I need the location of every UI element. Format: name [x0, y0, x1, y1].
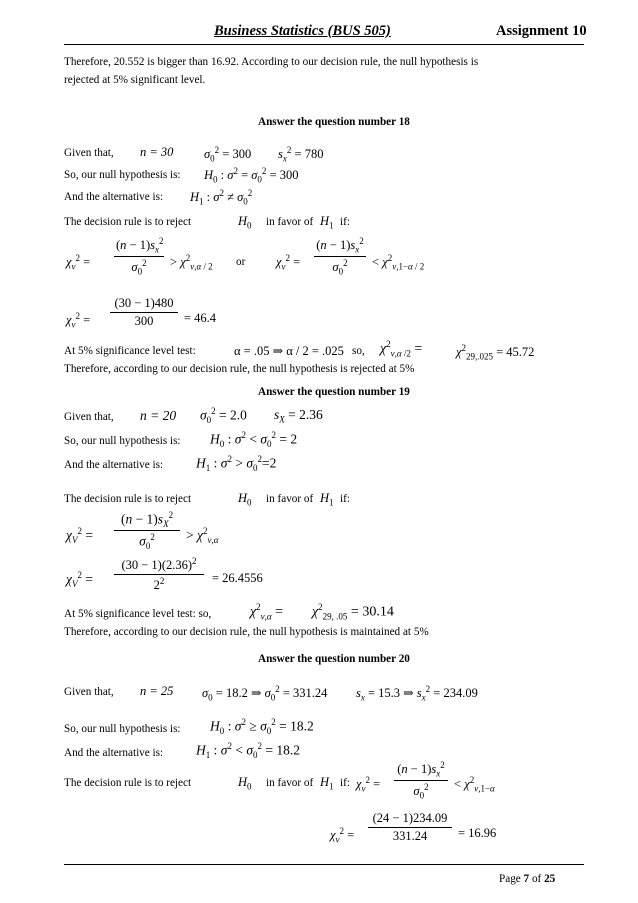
- q19-given-sigma: $\sigma_0^2 = 2.0$: [200, 406, 247, 426]
- course-title: Business Statistics (BUS 505): [214, 23, 391, 39]
- q18-null-label: So, our null hypothesis is:: [64, 169, 181, 181]
- q19-calc-fraction: $(30 - 1)(2.36)^2$ $2^2$: [114, 556, 204, 593]
- q20-null-label: So, our null hypothesis is:: [64, 723, 181, 735]
- q19-given-label: Given that,: [64, 411, 114, 423]
- q20-calc-denominator: 331.24: [392, 829, 428, 843]
- q20-alt-hypothesis: $H_1$ : $\sigma^2 < \sigma_0^2 = 18.2$: [196, 741, 300, 761]
- q20-h1-symbol: $H_1$: [320, 775, 334, 792]
- q18-heading: Answer the question number 18: [258, 116, 410, 128]
- q20-given-sigma: $\sigma_0 = 18.2$ ⇒ $\sigma_0^2 = 331.24$: [202, 684, 328, 703]
- q19-calc-result: = 26.4556: [212, 571, 263, 585]
- q20-h0-symbol: $H_0$: [238, 775, 252, 792]
- q19-rule-label: The decision rule is to reject: [64, 493, 192, 505]
- q18-alt-hypothesis: $H_1$ : $\sigma^2 \ne \sigma_0^2$: [190, 188, 253, 207]
- q19-rule-fraction: $(n - 1)s_X^2$ $\sigma_0^2$: [114, 510, 180, 551]
- q20-calc-numerator: (24 − 1)234.09: [372, 811, 448, 825]
- assignment-label: Assignment 10: [496, 23, 587, 39]
- q19-conclusion: Therefore, according to our decision rule, the null hypothesis is maintained at 5%: [64, 626, 429, 638]
- q18-alt-label: And the alternative is:: [64, 191, 164, 203]
- q20-given-label: Given that,: [64, 686, 114, 698]
- q20-alt-label: And the alternative is:: [64, 747, 164, 759]
- q19-given-n: n = 20: [140, 408, 177, 423]
- q18-sig-label: At 5% significance level test:: [64, 345, 196, 357]
- q18-calc-chi: $\chi_v^2$ =: [66, 311, 91, 330]
- q19-calc-denominator: 2: [153, 578, 160, 593]
- q18-rule-fraction-right: $(n - 1)s_x^2$ $\sigma_0^2$: [314, 236, 366, 276]
- q20-chi-sq-crit: < $\chi^2_{v,1-\alpha}$: [454, 775, 495, 794]
- q20-calc-result: = 16.96: [458, 826, 497, 840]
- q19-null-hypothesis: $H_0$ : $\sigma^2 < \sigma_0^2 = 2$: [210, 430, 298, 450]
- q19-given-s: $s_X = 2.36$: [274, 407, 323, 425]
- q18-rule-fraction-left: $(n - 1)s_x^2$ $\sigma_0^2$: [116, 236, 164, 277]
- q20-rule-label: The decision rule is to reject: [64, 777, 192, 789]
- q19-rule-if: if:: [340, 493, 350, 505]
- q20-rule-mid: in favor of: [266, 777, 314, 789]
- q19-alt-label: And the alternative is:: [64, 459, 164, 471]
- q18-h1-symbol: $H_1$: [320, 214, 334, 231]
- q19-sig-crit: $\chi^2_{29, .05} = 30.14$: [312, 602, 394, 622]
- q18-calc-fraction: [110, 296, 178, 329]
- q18-sig-expr: α = .05 ⇒ α / 2 = .025: [234, 344, 344, 358]
- q20-rule-fraction: $(n - 1)s_x^2$ $\sigma_0^2$: [394, 760, 448, 800]
- q18-sig-chi-alpha: $\chi^2_{v,\alpha /2}$ =: [380, 339, 423, 359]
- q20-given-n: n = 25: [140, 684, 174, 698]
- q19-chi-sq: $\chi_V^2$ =: [66, 526, 93, 546]
- q19-sig-chi-alpha: $\chi^2_{v,\alpha}$ =: [250, 602, 284, 622]
- q18-null-hypothesis: $H_0$ : $\sigma^2 = \sigma_0^2 = 300$: [204, 166, 299, 185]
- q18-calc-result: = 46.4: [184, 311, 217, 325]
- q18-given-label: Given that,: [64, 147, 114, 159]
- q18-given-n: n = 30: [140, 145, 174, 159]
- q20-given-s: $s_x = 15.3$ ⇒ $s_x^2 = 234.09$: [356, 684, 478, 703]
- q18-chi-sq-crit-right: < $\chi^2_{v,1-\alpha / 2}$: [372, 253, 425, 272]
- q18-rule-if: if:: [340, 216, 350, 228]
- q18-sig-so: so,: [352, 345, 365, 357]
- q18-rule-mid: in favor of: [266, 216, 314, 228]
- intro-line-1: Therefore, 20.552 is bigger than 16.92. According to our decision rule, the null hypothesis is: [64, 56, 479, 68]
- footer-rule: [64, 864, 584, 865]
- header-rule: [64, 44, 584, 45]
- q18-h0-symbol: $H_0$: [238, 214, 252, 231]
- q20-calc-chi: $\chi_v^2$ =: [330, 826, 355, 845]
- q18-conclusion: Therefore, according to our decision rule, the null hypothesis is rejected at 5%: [64, 363, 415, 375]
- q20-null-hypothesis: $H_0$ : $\sigma^2 \ge \sigma_0^2 = 18.2$: [210, 717, 314, 737]
- q20-rule-if: if:: [340, 777, 350, 789]
- q20-heading: Answer the question number 20: [258, 653, 410, 665]
- q19-rule-mid: in favor of: [266, 493, 314, 505]
- q19-calc-numerator: (30 − 1)(2.36): [121, 558, 193, 573]
- q18-chi-sq-left: $\chi_v^2$ =: [66, 253, 91, 272]
- q18-given-s: $s_x^2 = 780$: [278, 145, 324, 164]
- q19-alt-hypothesis: $H_1$ : $\sigma^2 > \sigma_0^2=2$: [196, 454, 277, 474]
- page-footer: Page 7 of 25: [499, 873, 556, 885]
- q20-chi-sq: $\chi_v^2$ =: [356, 775, 381, 794]
- q18-given-sigma: $\sigma_0^2 = 300$: [204, 145, 252, 164]
- intro-line-2: rejected at 5% significant level.: [64, 74, 206, 86]
- q19-null-label: So, our null hypothesis is:: [64, 435, 181, 447]
- q19-h0-symbol: $H_0$: [238, 491, 252, 508]
- q18-calc-numerator: (30 − 1)480: [114, 296, 174, 310]
- q18-calc-denominator: 300: [134, 314, 154, 328]
- q18-chi-sq-right: $\chi_v^2$ =: [276, 253, 301, 272]
- q18-sig-crit: $\chi^2_{29,.025} = 45.72$: [456, 343, 535, 362]
- q19-heading: Answer the question number 19: [258, 386, 410, 398]
- q18-chi-sq-crit-left: > $\chi^2_{v,\alpha / 2}$: [170, 253, 213, 272]
- q20-calc-fraction: [368, 811, 452, 844]
- q19-chi-sq-crit: > $\chi^2_{v,\alpha}$: [186, 526, 219, 546]
- q18-rule-label: The decision rule is to reject: [64, 216, 192, 228]
- q19-sig-label: At 5% significance level test: so,: [64, 608, 212, 620]
- q19-h1-symbol: $H_1$: [320, 491, 334, 508]
- q18-or-label: or: [236, 256, 246, 268]
- q19-calc-chi: $\chi_V^2$ =: [66, 570, 93, 590]
